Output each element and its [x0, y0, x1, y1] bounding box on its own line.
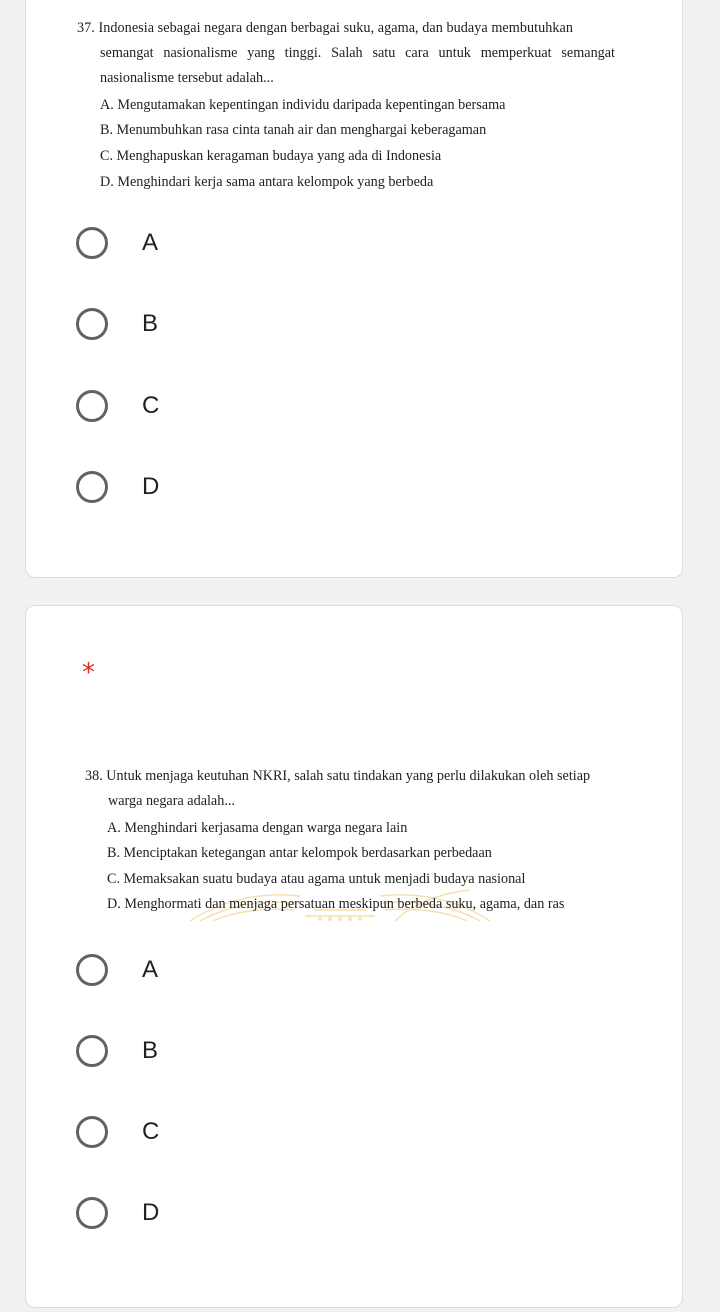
question-stem-line: 38. Untuk menjaga keutuhan NKRI, salah satu tindakan yang perlu dilakukan oleh setiap — [85, 768, 591, 784]
radio-option-c[interactable] — [76, 386, 159, 426]
radio-option-label: C — [142, 1118, 160, 1145]
radio-option-c[interactable] — [76, 1112, 159, 1152]
radio-circle[interactable] — [76, 1116, 108, 1148]
radio-option-a[interactable] — [76, 950, 158, 990]
radio-option-d[interactable] — [76, 1193, 159, 1233]
radio-circle[interactable] — [76, 227, 108, 259]
radio-option-d[interactable] — [76, 467, 159, 507]
question-stem-line: 37. Indonesia sebagai negara dengan berbagai suku, agama, dan budaya membutuhkan — [77, 20, 574, 36]
question-stem-line: nasionalisme tersebut adalah... — [100, 70, 274, 86]
radio-circle[interactable] — [76, 954, 108, 986]
radio-option-label: D — [142, 1199, 160, 1226]
radio-option-label: A — [142, 229, 159, 256]
radio-circle[interactable] — [76, 1197, 108, 1229]
question-option-text: C. Memaksakan suatu budaya atau agama untuk menjadi budaya nasional — [107, 871, 526, 887]
radio-option-label: B — [142, 1037, 159, 1064]
required-asterisk: * — [82, 658, 95, 688]
question-stem-line: warga negara adalah... — [108, 793, 235, 809]
radio-circle[interactable] — [76, 1035, 108, 1067]
question-option-text: B. Menumbuhkan rasa cinta tanah air dan menghargai keberagaman — [100, 122, 487, 138]
question-stem-line: semangat nasionalisme yang tinggi. Salah satu cara untuk memperkuat semangat — [100, 45, 615, 61]
question-option-text: D. Menghindari kerja sama antara kelompok yang berbeda — [100, 174, 434, 190]
radio-option-label: A — [142, 956, 159, 983]
question-option-text: A. Mengutamakan kepentingan individu daripada kepentingan bersama — [100, 97, 506, 113]
question-option-text: C. Menghapuskan keragaman budaya yang ada di Indonesia — [100, 148, 442, 164]
question-option-text: B. Menciptakan ketegangan antar kelompok berdasarkan perbedaan — [107, 845, 492, 861]
radio-circle[interactable] — [76, 471, 108, 503]
question-image-37 — [77, 0, 617, 200]
radio-option-label: C — [142, 392, 160, 419]
radio-circle[interactable] — [76, 308, 108, 340]
question-option-text: D. Menghormati dan menjaga persatuan meskipun berbeda suku, agama, dan ras — [107, 896, 565, 912]
radio-option-b[interactable] — [76, 304, 158, 344]
question-option-text: A. Menghindari kerjasama dengan warga negara lain — [107, 820, 408, 836]
question-image-38 — [85, 760, 645, 920]
radio-option-b[interactable] — [76, 1031, 158, 1071]
radio-circle[interactable] — [76, 390, 108, 422]
radio-option-a[interactable] — [76, 223, 158, 263]
radio-option-label: B — [142, 310, 159, 337]
radio-option-label: D — [142, 473, 160, 500]
